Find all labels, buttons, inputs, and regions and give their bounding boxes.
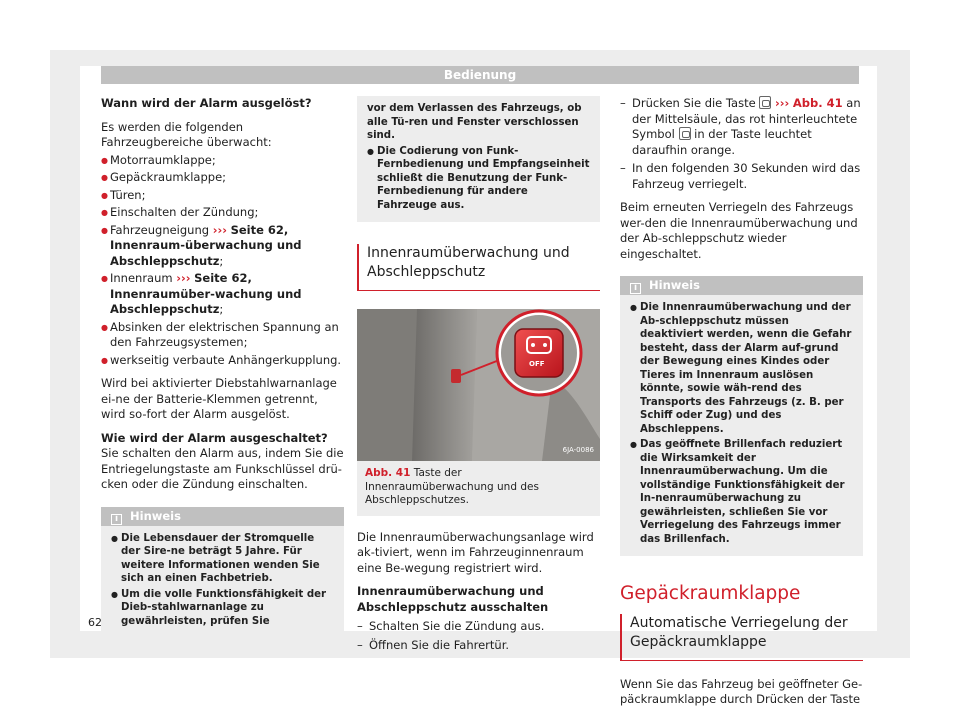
- note-item: ● Das geöffnete Brillenfach reduziert die Wirksamkeit der Innenraumüberwachung. Um die vollständige Funktionsfähigkeit der In-nenraumüberwachung zu gewährleisten, schließen Sie vor Verriegelung des Fahrzeugs immer das Brillenfach.: [630, 438, 853, 546]
- page-link[interactable]: Seite 62, Innenraum-überwachung und Abschleppschutz: [110, 222, 302, 268]
- note-header: i Hinweis: [620, 276, 863, 295]
- column-middle: [357, 96, 600, 656]
- list-item: ● werkseitig verbaute Anhängerkupplung.: [101, 353, 344, 369]
- section-title: Automatische Verriegelung der Gepäckraumklappe: [620, 614, 863, 661]
- body-text: Wenn Sie das Fahrzeug bei geöffneter Ge-päckraumklappe durch Drücken der Taste: [620, 677, 863, 708]
- figure-code: 6JA-0086: [561, 443, 596, 459]
- column-left: [101, 96, 344, 638]
- figure-label: Abb. 41: [365, 467, 411, 479]
- battery-text: Wird bei aktivierter Diebstahlwarnanlage ei-ne der Batterie-Klemmen getrennt, wird so-fort der Alarm ausgelöst.: [101, 376, 337, 421]
- note-box: [101, 507, 344, 639]
- note-item: ● Um die volle Funktionsfähigkeit der Dieb-stahlwarnanlage zu gewährleisten, prüfen Sie: [111, 588, 334, 629]
- relock-text: Beim erneuten Verriegeln des Fahrzeugs wer-den die Innenraumüberwachung und der Ab-schleppschutz wieder eingeschaltet.: [620, 200, 858, 261]
- note-box: [620, 276, 863, 556]
- body-text: Die Innenraumüberwachungsanlage wird ak-tiviert, wenn im Fahrzeuginnenraum eine Be-wegung registriert wird.: [357, 529, 594, 575]
- interior-pillar-illustration: [357, 309, 600, 461]
- note-continuation: vor dem Verlassen des Fahrzeugs, ob alle Tü-ren und Fenster verschlossen sind. ● Die Codierung von Funk-Fernbedienung und Empfangseinheit schließt die Benutzung der Funk-Fernbedienung für andere Fahrzeuge aus.: [357, 96, 600, 222]
- interior-monitor-button-icon: [759, 96, 771, 109]
- list-item: ● Fahrzeugneigung ››› Seite 62, Innenraum-überwachung und Abschleppschutz;: [101, 223, 344, 270]
- column-right: [620, 96, 863, 708]
- step-item: – In den folgenden 30 Sekunden wird das Fahrzeug verriegelt.: [620, 161, 863, 192]
- heading-alarm-off: Wie wird der Alarm ausgeschaltet?: [101, 430, 328, 445]
- note-item: ● Die Innenraumüberwachung und der Ab-schleppschutz müssen deaktiviert werden, wenn die Gefahr besteht, dass der Alarm auf-grund der Bewegung eines Kindes oder Tieres im Innenraum auslösen könnte, sowie wäh-rend des Transports des Fahrzeugs (z. B. per Schiff oder Zug) und des Abschleppens.: [630, 301, 853, 436]
- note-item: ● Die Codierung von Funk-Fernbedienung und Empfangseinheit schließt die Benutzung der Funk-Fernbedienung für andere Fahrzeuge aus.: [367, 145, 590, 213]
- page-number: 62: [88, 616, 102, 629]
- step-item: – Öffnen Sie die Fahrertür.: [357, 638, 600, 654]
- section-title: Innenraumüberwachung und Abschleppschutz: [357, 244, 600, 291]
- info-icon: i: [111, 514, 122, 525]
- step-item: – Drücken Sie die Taste ››› Abb. 41 an der Mittelsäule, das rot hinterleuchtete Symbol in der Taste leuchtet daraufhin orange.: [620, 96, 863, 158]
- intro-text: Es werden die folgenden Fahrzeugbereiche überwacht:: [101, 119, 272, 149]
- list-item: ● Motorraumklappe;: [101, 153, 344, 169]
- interior-monitor-symbol-icon: [679, 127, 691, 140]
- figure-caption: Abb. 41 Taste der Innenraumüberwachung und des Abschleppschutzes.: [357, 461, 600, 516]
- figure-link[interactable]: Abb. 41: [792, 96, 843, 110]
- list-item: ● Einschalten der Zündung;: [101, 205, 344, 221]
- note-body: [101, 526, 344, 639]
- list-item: ● Türen;: [101, 188, 344, 204]
- page-header: Bedienung: [101, 66, 859, 84]
- list-item: ● Gepäckraumklappe;: [101, 170, 344, 186]
- alarm-off-text: Sie schalten den Alarm aus, indem Sie die Entriegelungstaste am Funkschlüssel drü-cken oder die Zündung einschalten.: [101, 446, 344, 491]
- figure-image: [357, 309, 600, 461]
- list-item: ● Absinken der elektrischen Spannung an den Fahrzeugsystemen;: [101, 320, 344, 351]
- subheading: Innenraumüberwachung und Abschleppschutz ausschalten: [357, 584, 549, 614]
- note-item: ● Die Lebensdauer der Stromquelle der Sire-ne beträgt 5 Jahre. Für weitere Informationen wenden Sie sich an einen Fachbetrieb.: [111, 532, 334, 586]
- chapter-title: Gepäckraumklappe: [620, 583, 801, 604]
- page-link[interactable]: Seite 62, Innenraumüber-wachung und Abschleppschutz: [110, 271, 302, 316]
- note-body: [620, 295, 863, 556]
- info-icon: i: [630, 283, 641, 294]
- figure-button-label: OFF: [529, 360, 545, 368]
- list-item: ● Innenraum ››› Seite 62, Innenraumüber-wachung und Abschleppschutz;: [101, 271, 344, 318]
- step-item: – Schalten Sie die Zündung aus.: [357, 619, 600, 635]
- heading-alarm-triggered: Wann wird der Alarm ausgelöst?: [101, 96, 312, 110]
- note-header: i Hinweis: [101, 507, 344, 526]
